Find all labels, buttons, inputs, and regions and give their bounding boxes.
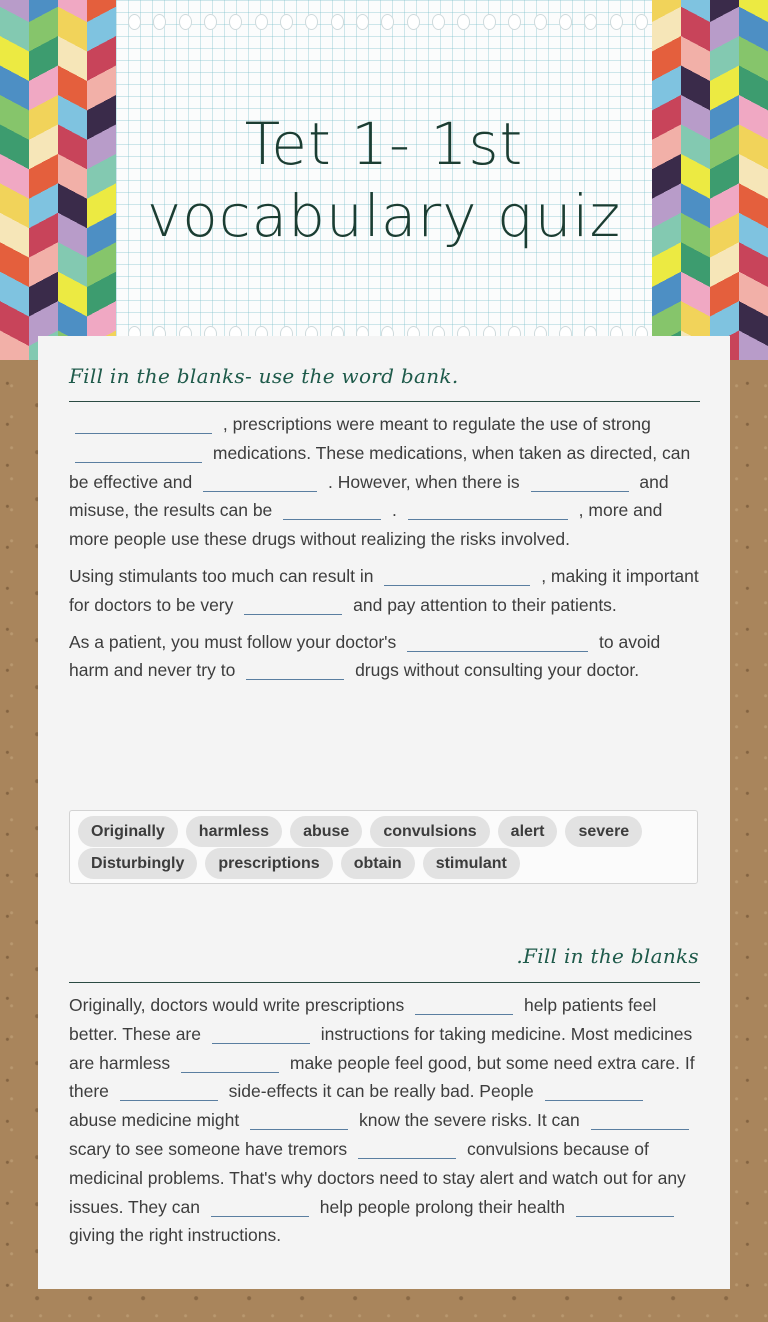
chevron-stripe [739, 0, 768, 360]
punch-hole [610, 14, 623, 30]
word-bank [69, 810, 698, 884]
punch-hole [255, 14, 268, 30]
word-chip[interactable]: severe [565, 816, 642, 847]
worksheet-title: Tet 1- 1st vocabulary quiz [146, 110, 622, 250]
punch-hole [179, 14, 192, 30]
word-chip[interactable]: Disturbingly [78, 848, 197, 879]
drop-blank[interactable] [283, 499, 381, 520]
section1-divider [69, 401, 700, 402]
section2-divider [69, 982, 700, 983]
word-chip[interactable]: convulsions [370, 816, 489, 847]
punch-hole [280, 14, 293, 30]
text-blank[interactable] [211, 1196, 309, 1217]
text-blank[interactable] [358, 1138, 456, 1159]
text: medications. These medications, when taken as directed, can be effective and [69, 442, 691, 492]
punch-hole [128, 14, 141, 30]
worksheet-header [0, 0, 768, 360]
drop-blank[interactable] [203, 471, 317, 492]
word-chip[interactable]: harmless [186, 816, 282, 847]
drop-blank[interactable] [407, 631, 588, 652]
word-chip[interactable]: alert [498, 816, 558, 847]
text-blank[interactable] [250, 1109, 348, 1130]
section2-text [69, 991, 701, 1258]
chevron-stripe [681, 0, 710, 360]
paragraph-3 [69, 628, 701, 686]
text-blank[interactable] [212, 1023, 310, 1044]
punch-hole [153, 14, 166, 30]
paragraph-2 [69, 562, 701, 620]
text: to avoid harm and never try to [69, 631, 661, 681]
punch-hole [432, 14, 445, 30]
right-chevron-pattern [652, 0, 768, 360]
drop-blank[interactable] [246, 659, 344, 680]
punch-hole [229, 14, 242, 30]
paragraph-1 [69, 410, 701, 554]
punch-hole [331, 14, 344, 30]
text: giving the right instructions. [69, 1225, 282, 1246]
text: abuse medicine might [69, 1110, 240, 1131]
text: know the severe risks. It can [358, 1110, 580, 1131]
text-blank[interactable] [181, 1052, 279, 1073]
chevron-stripe [710, 0, 739, 360]
text: , prescriptions were meant to regulate the use of strong [222, 414, 651, 434]
text: instructions for taking medicine. Most medicines are harmless [69, 1023, 693, 1073]
text: side-effects it can be really bad. People [228, 1081, 534, 1102]
text: . However, when there is [328, 471, 520, 492]
text-blank[interactable] [545, 1080, 643, 1101]
punch-hole [508, 14, 521, 30]
text: and misuse, the results can be [69, 471, 669, 521]
drop-blank[interactable] [384, 565, 530, 586]
section1-heading: Fill in the blanks- use the word bank. [69, 364, 459, 388]
text-blank[interactable] [591, 1109, 689, 1130]
text: , making it important for doctors to be very [69, 565, 699, 615]
text: Originally, doctors would write prescriptions [69, 995, 405, 1015]
punch-hole [407, 14, 420, 30]
drop-blank[interactable] [244, 594, 342, 615]
top-punch-holes [128, 14, 648, 28]
text-blank[interactable] [415, 994, 513, 1015]
text: help people prolong their health [319, 1196, 565, 1217]
punch-hole [635, 14, 648, 30]
text: As a patient, you must follow your doctor's [69, 631, 397, 652]
text-blank[interactable] [120, 1080, 218, 1101]
text: and pay attention to their patients. [353, 594, 617, 615]
worksheet-card [38, 336, 730, 1289]
text: Using stimulants too much can result in [69, 565, 374, 586]
word-chip[interactable]: Originally [78, 816, 178, 847]
punch-hole [204, 14, 217, 30]
text: scary to see someone have tremors [69, 1138, 348, 1159]
word-chip[interactable]: stimulant [423, 848, 520, 879]
text: . [392, 500, 397, 521]
chevron-stripe [58, 0, 87, 360]
drop-blank[interactable] [531, 471, 629, 492]
paragraph-4 [69, 991, 701, 1250]
text-blank[interactable] [576, 1196, 674, 1217]
punch-hole [483, 14, 496, 30]
punch-hole [584, 14, 597, 30]
punch-hole [381, 14, 394, 30]
text: , more and more people use these drugs without realizing the risks involved. [69, 500, 663, 550]
punch-hole [457, 14, 470, 30]
punch-hole [305, 14, 318, 30]
word-chip[interactable]: obtain [341, 848, 415, 879]
punch-hole [356, 14, 369, 30]
text: make people feel good, but some need extra care. If there [69, 1052, 695, 1102]
drop-blank[interactable] [75, 413, 212, 434]
text: help patients feel better. These are [69, 995, 657, 1044]
word-chip[interactable]: abuse [290, 816, 362, 847]
left-chevron-pattern [0, 0, 116, 360]
word-chip[interactable]: prescriptions [205, 848, 332, 879]
chevron-stripe [0, 0, 29, 360]
section2-heading: .Fill in the blanks [516, 944, 699, 968]
section1-text [69, 410, 701, 693]
chevron-stripe [29, 0, 58, 360]
text: drugs without consulting your doctor. [355, 660, 640, 681]
punch-hole [534, 14, 547, 30]
drop-blank[interactable] [408, 499, 568, 520]
punch-hole [559, 14, 572, 30]
text: convulsions because of medicinal problems. That's why doctors need to stay alert and watch out for any issues. They can [69, 1138, 686, 1217]
drop-blank[interactable] [75, 442, 202, 463]
